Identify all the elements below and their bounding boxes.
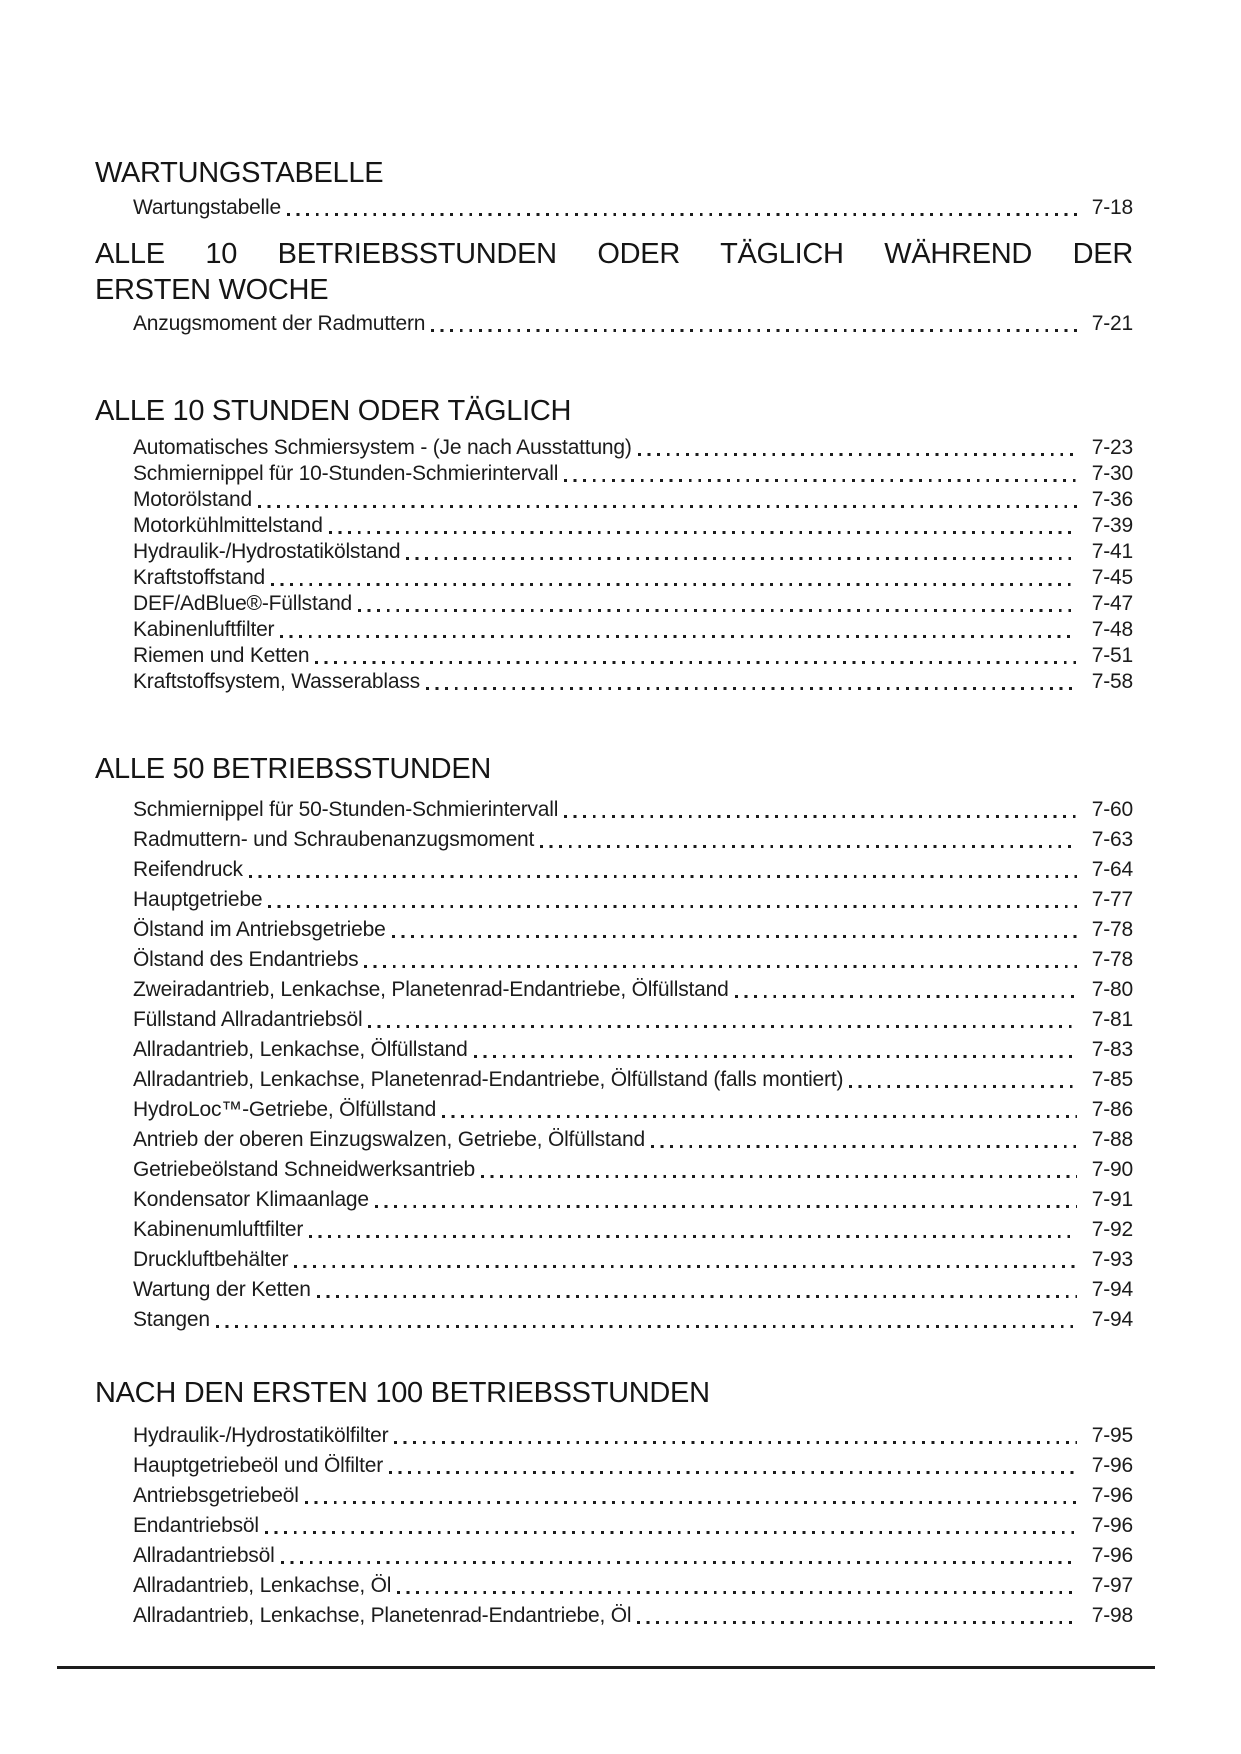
toc-entry	[133, 972, 1133, 1002]
section-title: WARTUNGSTABELLE	[95, 157, 384, 189]
toc-entry	[133, 460, 1133, 486]
toc-entry-page: 7-91	[1091, 1188, 1133, 1211]
toc-entry	[133, 1598, 1133, 1628]
toc-entry-title: Endantriebsöl	[133, 1514, 259, 1537]
section-title-line2: ERSTEN WOCHE	[95, 274, 329, 306]
toc-entry-page: 7-21	[1091, 312, 1133, 335]
dotted-leader	[258, 505, 1077, 508]
toc-entry-title: Automatisches Schmiersystem - (Je nach Ausstattung)	[133, 436, 632, 459]
dotted-leader	[389, 1471, 1077, 1474]
toc-entry-title: Riemen und Ketten	[133, 644, 310, 667]
dotted-leader	[315, 661, 1077, 664]
dotted-leader	[735, 995, 1077, 998]
toc-entry-title: DEF/AdBlue®-Füllstand	[133, 592, 353, 615]
toc-entry-title: Ölstand des Endantriebs	[133, 948, 359, 971]
toc-entry-page: 7-41	[1091, 540, 1133, 563]
toc-entry-page: 7-98	[1091, 1604, 1133, 1627]
toc-entry	[133, 1302, 1133, 1332]
toc-entry	[133, 852, 1133, 882]
toc-entry	[133, 1182, 1133, 1212]
section-title: NACH DEN ERSTEN 100 BETRIEBSSTUNDEN	[95, 1377, 710, 1409]
toc-entry-page: 7-45	[1091, 566, 1133, 589]
toc-entry-page: 7-81	[1091, 1008, 1133, 1031]
dotted-leader	[392, 935, 1077, 938]
dotted-leader	[271, 583, 1077, 586]
dotted-leader	[406, 557, 1077, 560]
toc-entry	[133, 1152, 1133, 1182]
toc-entry-page: 7-96	[1091, 1514, 1133, 1537]
toc-entry-title: Antriebsgetriebeöl	[133, 1484, 299, 1507]
toc-entry-page: 7-80	[1091, 978, 1133, 1001]
dotted-leader	[317, 1295, 1077, 1298]
toc-entry	[133, 1212, 1133, 1242]
toc-entry-title: Schmiernippel für 10-Stunden-Schmierintervall	[133, 462, 559, 485]
dotted-leader	[540, 845, 1077, 848]
dotted-leader	[309, 1235, 1077, 1238]
toc-entry-title: Anzugsmoment der Radmuttern	[133, 312, 426, 335]
toc-entry-title: Ölstand im Antriebsgetriebe	[133, 918, 386, 941]
section-title-line1: ALLE 10 BETRIEBSSTUNDEN ODER TÄGLICH WÄHREND DER	[95, 238, 1133, 270]
toc-entry-title: Allradantrieb, Lenkachse, Planetenrad-Endantriebe, Ölfüllstand (falls montiert)	[133, 1068, 844, 1091]
toc-section-wartungstabelle	[95, 158, 1133, 220]
toc-entry-page: 7-85	[1091, 1068, 1133, 1091]
dotted-leader	[281, 1561, 1077, 1564]
toc-entry-page: 7-23	[1091, 436, 1133, 459]
dotted-leader	[364, 965, 1077, 968]
toc-entry-title: Antrieb der oberen Einzugswalzen, Getriebe, Ölfüllstand	[133, 1128, 645, 1151]
toc-entry	[133, 512, 1133, 538]
toc-section-nach-den-ersten-100	[95, 1378, 1133, 1628]
toc-entry-page: 7-96	[1091, 1454, 1133, 1477]
toc-entry-page: 7-94	[1091, 1308, 1133, 1331]
dotted-leader	[280, 635, 1077, 638]
toc-entry-title: Kondensator Klimaanlage	[133, 1188, 369, 1211]
toc-entry-page: 7-58	[1091, 670, 1133, 693]
section-entries	[95, 792, 1133, 1332]
toc-entry-title: Radmuttern- und Schraubenanzugsmoment	[133, 828, 535, 851]
dotted-leader	[368, 1025, 1077, 1028]
dotted-leader	[638, 453, 1077, 456]
toc-entry-page: 7-51	[1091, 644, 1133, 667]
dotted-leader	[216, 1325, 1077, 1328]
toc-entry-page: 7-60	[1091, 798, 1133, 821]
toc-entry-title: Getriebeölstand Schneidwerksantrieb	[133, 1158, 476, 1181]
toc-entry-page: 7-90	[1091, 1158, 1133, 1181]
dotted-leader	[442, 1115, 1077, 1118]
toc-entry-page: 7-39	[1091, 514, 1133, 537]
toc-entry-title: Wartung der Ketten	[133, 1278, 311, 1301]
toc-entry-page: 7-63	[1091, 828, 1133, 851]
section-entries	[95, 310, 1133, 336]
toc-entry-page: 7-36	[1091, 488, 1133, 511]
toc-entry	[133, 434, 1133, 460]
toc-entry-page: 7-92	[1091, 1218, 1133, 1241]
toc-entry-page: 7-93	[1091, 1248, 1133, 1271]
dotted-leader	[305, 1501, 1077, 1504]
toc-entry	[133, 1062, 1133, 1092]
toc-entry	[133, 668, 1133, 694]
toc-entry-title: Motorölstand	[133, 488, 252, 511]
toc-entry	[133, 194, 1133, 220]
toc-entry-page: 7-78	[1091, 948, 1133, 971]
dotted-leader	[637, 1621, 1077, 1624]
toc-entry	[133, 912, 1133, 942]
toc-entry-title: Hauptgetriebe	[133, 888, 263, 911]
toc-entry-page: 7-18	[1091, 196, 1133, 219]
toc-entry	[133, 1242, 1133, 1272]
toc-entry-title: Zweiradantrieb, Lenkachse, Planetenrad-Endantriebe, Ölfüllstand	[133, 978, 729, 1001]
toc-entry-page: 7-96	[1091, 1544, 1133, 1567]
toc-entry	[133, 1092, 1133, 1122]
toc-entry	[133, 590, 1133, 616]
toc-entry-title: Allradantrieb, Lenkachse, Planetenrad-Endantriebe, Öl	[133, 1604, 632, 1627]
toc-entry	[133, 616, 1133, 642]
section-entries	[95, 434, 1133, 694]
section-entries	[95, 1418, 1133, 1628]
toc-entry-page: 7-78	[1091, 918, 1133, 941]
toc-entry-title: Kraftstoffsystem, Wasserablass	[133, 670, 420, 693]
toc-entry	[133, 1568, 1133, 1598]
toc-entry	[133, 538, 1133, 564]
toc-entry-title: Allradantrieb, Lenkachse, Ölfüllstand	[133, 1038, 468, 1061]
toc-entry	[133, 1002, 1133, 1032]
toc-entry-page: 7-94	[1091, 1278, 1133, 1301]
toc-entry-title: Wartungstabelle	[133, 196, 281, 219]
section-title: ALLE 50 BETRIEBSSTUNDEN	[95, 753, 492, 785]
toc-entry-page: 7-48	[1091, 618, 1133, 641]
toc-entry-page: 7-95	[1091, 1424, 1133, 1447]
toc-entry	[133, 1032, 1133, 1062]
toc-entry-page: 7-47	[1091, 592, 1133, 615]
toc-entry-title: Allradantrieb, Lenkachse, Öl	[133, 1574, 392, 1597]
toc-entry-title: Allradantriebsöl	[133, 1544, 275, 1567]
dotted-leader	[358, 609, 1077, 612]
toc-section-alle-50-betriebsstunden	[95, 754, 1133, 1332]
dotted-leader	[287, 213, 1077, 216]
toc-entry-title: Füllstand Allradantriebsöl	[133, 1008, 363, 1031]
dotted-leader	[397, 1591, 1077, 1594]
toc-entry	[133, 882, 1133, 912]
toc-entry-page: 7-77	[1091, 888, 1133, 911]
toc-section-alle-10-stunden	[95, 396, 1133, 694]
toc-entry	[133, 1448, 1133, 1478]
dotted-leader	[265, 1531, 1077, 1534]
toc-entry-title: Kabinenluftfilter	[133, 618, 275, 641]
dotted-leader	[249, 875, 1077, 878]
footer-rule	[57, 1666, 1155, 1669]
section-title: ALLE 10 STUNDEN ODER TÄGLICH	[95, 395, 572, 427]
dotted-leader	[474, 1055, 1077, 1058]
toc-entry-title: Motorkühlmittelstand	[133, 514, 323, 537]
toc-entry-page: 7-83	[1091, 1038, 1133, 1061]
toc-entry-title: HydroLoc™-Getriebe, Ölfüllstand	[133, 1098, 437, 1121]
dotted-leader	[481, 1175, 1077, 1178]
toc-entry	[133, 1418, 1133, 1448]
toc-entry-page: 7-86	[1091, 1098, 1133, 1121]
toc-entry	[133, 1538, 1133, 1568]
toc-entry	[133, 1122, 1133, 1152]
toc-entry	[133, 942, 1133, 972]
toc-entry	[133, 642, 1133, 668]
toc-entry-page: 7-88	[1091, 1128, 1133, 1151]
toc-entry	[133, 1478, 1133, 1508]
dotted-leader	[268, 905, 1077, 908]
section-entries	[95, 194, 1133, 220]
dotted-leader	[849, 1085, 1077, 1088]
dotted-leader	[564, 815, 1077, 818]
dotted-leader	[564, 479, 1077, 482]
toc-entry	[133, 564, 1133, 590]
toc-section-alle-10-betriebsstunden-erste-woche	[95, 236, 1133, 336]
toc-entry	[133, 310, 1133, 336]
toc-entry	[133, 822, 1133, 852]
toc-entry-title: Reifendruck	[133, 858, 243, 881]
toc-entry	[133, 486, 1133, 512]
dotted-leader	[375, 1205, 1077, 1208]
toc-entry-title: Hydraulik-/Hydrostatikölstand	[133, 540, 401, 563]
dotted-leader	[426, 687, 1077, 690]
toc-entry-title: Hydraulik-/Hydrostatikölfilter	[133, 1424, 389, 1447]
toc-entry	[133, 792, 1133, 822]
toc-entry-title: Schmiernippel für 50-Stunden-Schmierintervall	[133, 798, 559, 821]
dotted-leader	[431, 329, 1077, 332]
toc-entry-page: 7-96	[1091, 1484, 1133, 1507]
toc-entry-page: 7-64	[1091, 858, 1133, 881]
dotted-leader	[329, 531, 1077, 534]
dotted-leader	[294, 1265, 1077, 1268]
toc-entry-title: Stangen	[133, 1308, 210, 1331]
toc-entry-title: Hauptgetriebeöl und Ölfilter	[133, 1454, 384, 1477]
dotted-leader	[651, 1145, 1077, 1148]
toc-entry-title: Kraftstoffstand	[133, 566, 266, 589]
toc-entry-title: Kabinenumluftfilter	[133, 1218, 304, 1241]
toc-entry	[133, 1272, 1133, 1302]
dotted-leader	[394, 1441, 1077, 1444]
toc-entry	[133, 1508, 1133, 1538]
toc-entry-title: Druckluftbehälter	[133, 1248, 289, 1271]
toc-entry-page: 7-30	[1091, 462, 1133, 485]
toc-entry-page: 7-97	[1091, 1574, 1133, 1597]
